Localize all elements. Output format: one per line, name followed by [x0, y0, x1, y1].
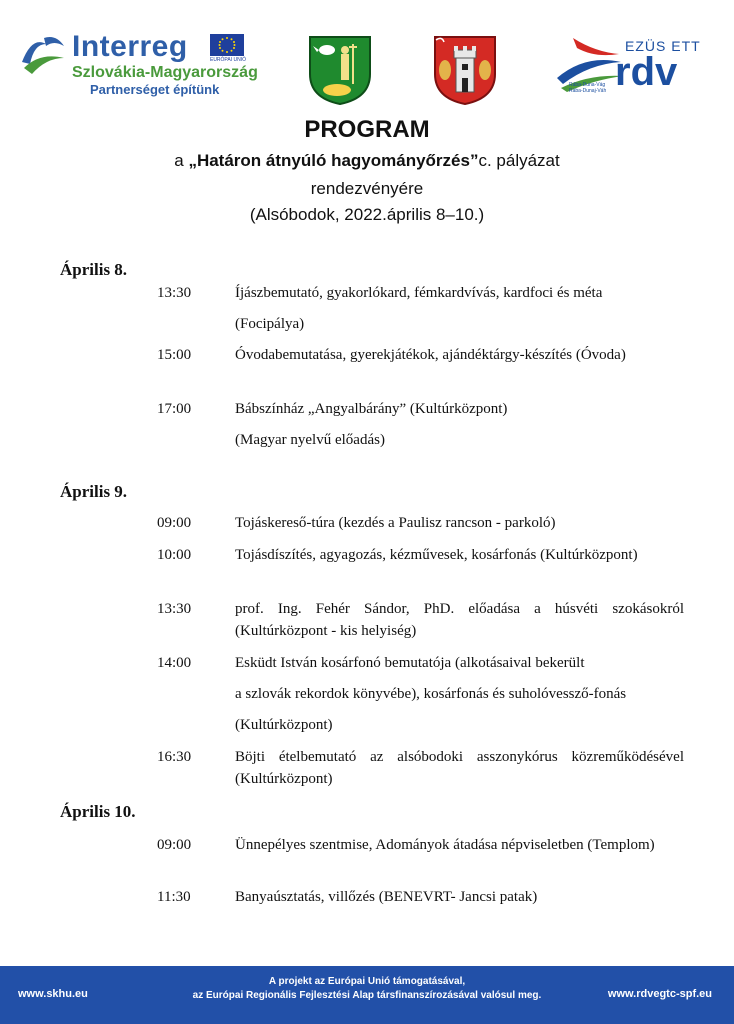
program-subtitle-line1 — [0, 149, 734, 173]
subtitle-prefix: a — [174, 151, 189, 170]
event-description: Tojáskereső-túra (kezdés a Paulisz rancson - parkoló) — [235, 515, 556, 531]
footer-note-line2: az Európai Regionális Fejlesztési Alap társfinanszírozásával valósul meg. — [192, 990, 542, 1001]
interreg-tagline: Partnerséget építünk — [90, 82, 220, 97]
eu-flag-icon — [210, 34, 244, 56]
footer-funding-note — [150, 975, 584, 1003]
day-heading-april-9: Április 9. — [60, 482, 128, 501]
event-description: Tojásdíszítés, agyagozás, kézművesek, kosárfonás (Kultúrközpont) — [235, 547, 638, 563]
interreg-logo — [20, 30, 260, 100]
subtitle-suffix: c. pályázat — [478, 151, 560, 170]
day-heading-april-10: Április 10. — [60, 802, 136, 821]
logo-bar — [0, 0, 734, 112]
interreg-region: Szlovákia-Magyarország — [72, 64, 258, 81]
footer-link-skhu[interactable]: www.skhu.eu — [18, 988, 88, 1000]
event-line: Esküdt István kosárfonó bemutatója (alkotásaival bekerült — [235, 655, 585, 671]
event-time: 16:30 — [157, 749, 192, 765]
event-time: 11:30 — [157, 889, 191, 905]
event-time: 14:00 — [157, 655, 192, 671]
event-description — [235, 282, 684, 335]
event-description: Óvodabemutatása, gyerekjátékok, ajándéktárgy-készítés (Óvoda) — [235, 347, 626, 363]
eu-label: EURÓPAI UNIÓ — [209, 57, 247, 63]
event-line: Bábszínház „Angyalbárány” (Kultúrközpont) — [235, 401, 508, 417]
village-crest-red-icon — [432, 34, 498, 106]
village-crest-green-icon — [307, 34, 373, 106]
event-time: 17:00 — [157, 401, 192, 417]
footer-link-rdvegtc[interactable]: www.rdvegtc-spf.eu — [607, 988, 712, 1000]
interreg-title: Interreg — [72, 30, 188, 63]
project-name: „Határon átnyúló hagyományőrzés” — [188, 151, 479, 170]
rdv-small-text: Rába-Duna-Vág Rába-Dunaj-Váh — [569, 82, 607, 94]
event-time: 10:00 — [157, 547, 192, 563]
event-time: 13:30 — [157, 601, 192, 617]
rdv-egtc-logo — [555, 32, 715, 102]
event-line: Íjászbemutató, gyakorlókard, fémkardvívás, kardfoci és méta — [235, 285, 603, 301]
event-line: (Magyar nyelvű előadás) — [235, 432, 385, 448]
event-line: a szlovák rekordok könyvébe), kosárfonás és suholóvessző-fonás — [235, 686, 627, 702]
interreg-wave-icon — [20, 32, 66, 78]
event-time: 09:00 — [157, 837, 192, 853]
event-description: Böjti ételbemutató az alsóbodoki asszonykórus közreműködésével (Kultúrközpont) — [235, 749, 684, 787]
day-heading-april-8: Április 8. — [60, 260, 128, 279]
event-time: 09:00 — [157, 515, 192, 531]
event-time: 13:30 — [157, 285, 192, 301]
event-description — [235, 652, 684, 736]
footer-bar — [0, 966, 734, 1024]
rdv-wordmark: rdv — [615, 50, 678, 94]
event-description: prof. Ing. Fehér Sándor, PhD. előadása a húsvéti szokásokról (Kultúrközpont - kis helyiség) — [235, 601, 684, 639]
event-line: (Focipálya) — [235, 316, 305, 332]
event-line: (Kultúrközpont) — [235, 717, 333, 733]
event-description: Ünnepélyes szentmise, Adományok átadása népviseletben (Templom) — [235, 837, 655, 853]
event-time: 15:00 — [157, 347, 192, 363]
event-description: Banyaúsztatás, villőzés (BENEVRT- Jancsi patak) — [235, 889, 538, 905]
program-subtitle-line2: rendezvényére — [310, 179, 424, 198]
page-title: PROGRAM — [304, 116, 430, 143]
rdv-ezust-text: EZÜS ETT — [625, 38, 701, 54]
event-description — [235, 398, 684, 451]
program-date-line: (Alsóbodok, 2022.április 8–10.) — [249, 205, 485, 224]
footer-note-line1: A projekt az Európai Unió támogatásával, — [268, 976, 466, 987]
